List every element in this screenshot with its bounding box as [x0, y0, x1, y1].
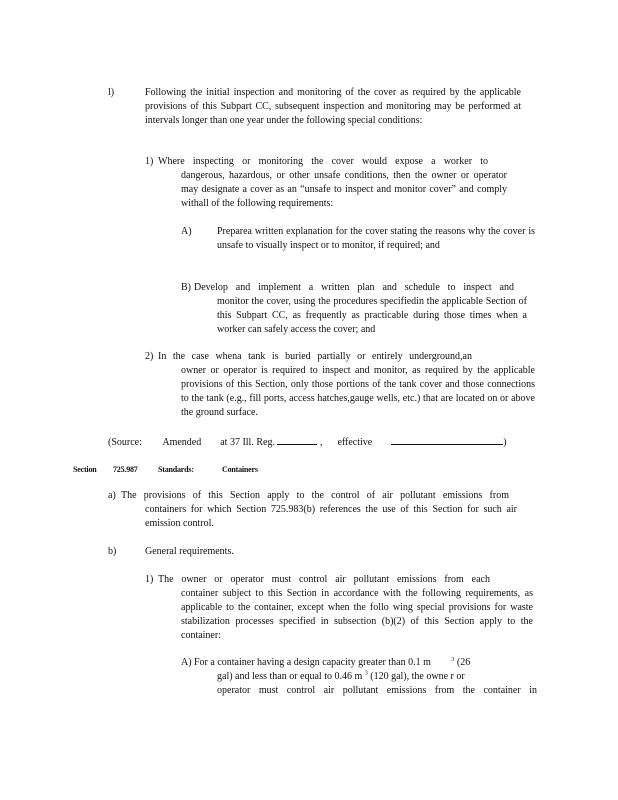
- paragraph-b-1-A-label: A): [181, 657, 192, 668]
- source-prefix: (Source:: [108, 437, 142, 448]
- paragraph-b-text: General requirements.: [145, 546, 234, 557]
- paragraph-b: [0, 545, 618, 559]
- paragraph-l-1-text: dangerous, hazardous, or other unsafe conditions, then the owner or operator may designate a cover as an “unsafe to inspect and monitor cover” and comply withall of the following requirements:: [181, 170, 507, 209]
- paragraph-l: [0, 86, 618, 146]
- paragraph-l-1-A-text: Preparea written explanation for the cover stating the reasons why the cover is unsafe to visually inspect or to monitor, if required; and: [217, 226, 535, 251]
- paragraph-l-1-B-first-line: Develop and implement a written plan and schedule to inspect and: [194, 282, 514, 293]
- paragraph-b-1-A-line-1: [194, 656, 544, 670]
- paragraph-b-1-A: [0, 656, 618, 700]
- section-heading-number: 725.987: [113, 465, 138, 474]
- paragraph-l-1-B-text: monitor the cover, using the procedures specifiedin the applicable Section of this Subpart CC, as frequently as practicable during those times when a worker can safely access the cover; and: [217, 296, 527, 335]
- section-heading-label: Section: [73, 465, 97, 474]
- paragraph-b-1-A-line-1-sup: 3: [451, 656, 455, 663]
- paragraph-b-1-A-line-2-end: (120 gal), the owne r or: [370, 671, 465, 682]
- source-register-blank: [277, 435, 317, 445]
- paragraph-l-1: [0, 155, 618, 215]
- paragraph-l-2-text: owner or operator is required to inspect and monitor, as required by the applicable provisions of this Section, only those portions of the tank cover and those connections to the tank (e.g., fill ports, access hatches,gauge wells, etc.) that are located on or above the ground surface.: [181, 365, 535, 418]
- source-note: [108, 435, 538, 449]
- paragraph-a-text: containers for which Section 725.983(b) references the use of this Section for such air emission control.: [145, 504, 517, 529]
- section-heading-standards: Standards:: [158, 465, 194, 474]
- paragraph-l-2: [0, 350, 618, 426]
- paragraph-a-first-line: The provisions of this Section apply to the control of air pollutant emissions from: [121, 490, 509, 501]
- source-effective-blank: [391, 435, 503, 445]
- paragraph-l-1-A: [0, 225, 618, 269]
- paragraph-b-label: b): [108, 546, 117, 557]
- paragraph-b-1-A-line-3: operator must control air pollutant emissions from the container in: [217, 685, 537, 696]
- section-heading-title: Containers: [222, 465, 258, 474]
- paragraph-l-1-label: 1): [145, 156, 154, 167]
- paragraph-b-1-A-line-2: [217, 670, 537, 684]
- paragraph-b-1-A-line-1-text: For a container having a design capacity greater than 0.1 m: [194, 657, 431, 668]
- paragraph-b-1-A-line-1-end: (26: [456, 657, 471, 668]
- paragraph-a: [0, 489, 618, 533]
- source-comma: ,: [319, 437, 323, 448]
- source-amended: Amended: [162, 437, 202, 448]
- paragraph-l-text: Following the initial inspection and monitoring of the cover as required by the applicable provisions of this Subpart CC, subsequent inspection and monitoring may be performed at intervals longer than one year under the following special conditions:: [145, 87, 521, 126]
- source-close: ): [503, 437, 507, 448]
- paragraph-l-2-label: 2): [145, 351, 154, 362]
- paragraph-l-1-A-label: A): [181, 226, 192, 237]
- paragraph-b-1-first-line: The owner or operator must control air pollutant emissions from each: [158, 574, 490, 585]
- paragraph-l-2-first-line: In the case whena tank is buried partially or entirely underground,an: [158, 351, 472, 362]
- source-effective: effective: [337, 437, 373, 448]
- paragraph-b-1-A-line-2-text: gal) and less than or equal to 0.46 m: [217, 671, 363, 682]
- paragraph-b-1-A-line-2-sup: 3: [364, 670, 368, 677]
- paragraph-b-1: [0, 573, 618, 649]
- source-register: at 37 Ill. Reg.: [220, 437, 275, 448]
- paragraph-b-1-label: 1): [145, 574, 154, 585]
- paragraph-l-label: l): [108, 87, 115, 98]
- paragraph-l-1-B-label: B): [181, 282, 191, 293]
- paragraph-b-1-text: container subject to this Section in accordance with the following requirements, as applicable to the container, except when the follo wing special provisions for waste stabilization processes specified in subsection (b)(2) of this Section apply to the container:: [181, 588, 533, 641]
- paragraph-l-1-B: [0, 281, 618, 341]
- paragraph-a-label: a): [108, 490, 116, 501]
- paragraph-l-1-first-line: Where inspecting or monitoring the cover would expose a worker to: [158, 156, 488, 167]
